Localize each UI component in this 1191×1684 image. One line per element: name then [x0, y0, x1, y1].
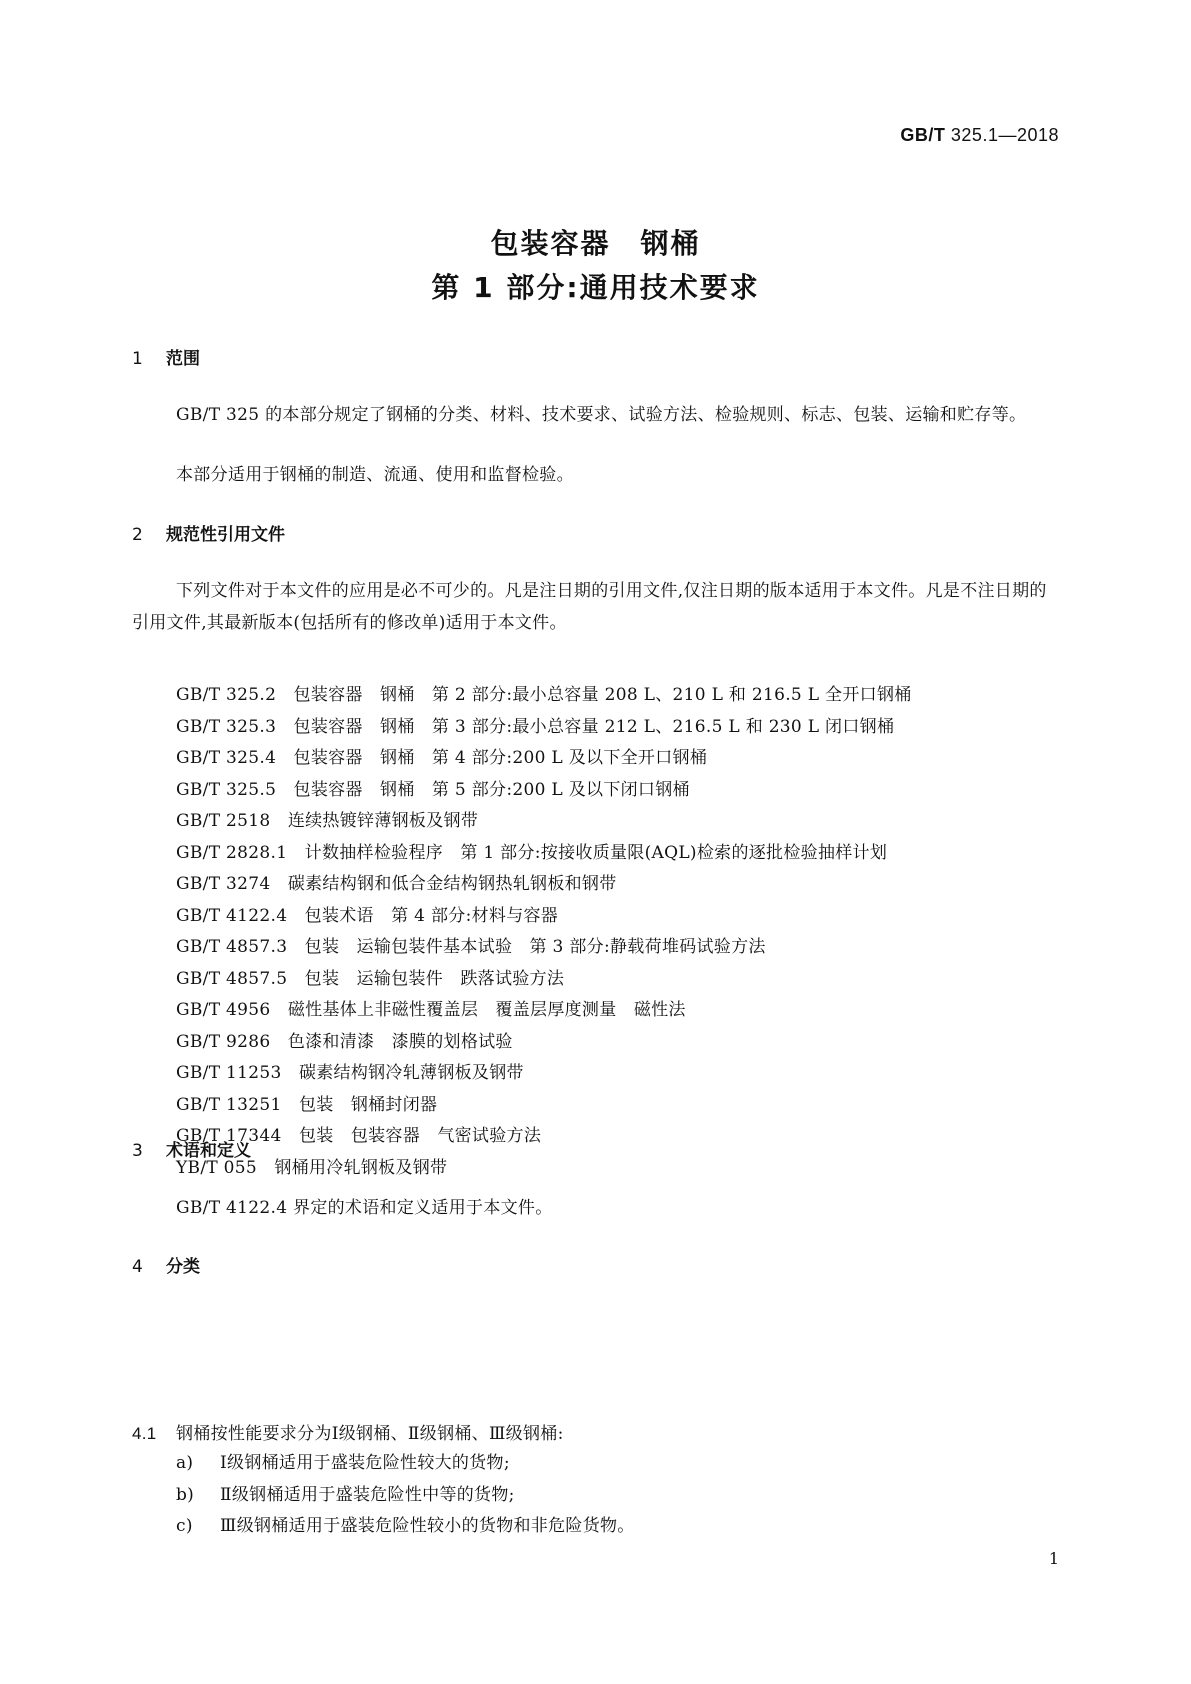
- reference-item: [176, 964, 912, 996]
- reference-title: 碳素结构钢冷轧薄钢板及钢带: [298, 1063, 524, 1083]
- section-4-heading: [132, 1252, 200, 1277]
- reference-item: [176, 1027, 912, 1059]
- reference-item: [176, 775, 912, 807]
- title-line-1: 包装容器 钢桶: [490, 227, 701, 260]
- standard-code: [900, 125, 1059, 146]
- document-title: [0, 222, 1191, 310]
- section-1-heading: [132, 344, 200, 369]
- reference-item: [176, 838, 912, 870]
- reference-code: GB/T 325.5: [176, 779, 277, 800]
- standard-code-number: 325.1—2018: [950, 125, 1059, 145]
- reference-title: 包装 包装容器 气密试验方法: [298, 1126, 542, 1146]
- reference-code: GB/T 325.4: [176, 748, 277, 768]
- reference-title: 色漆和清漆 漆膜的划格试验: [287, 1031, 513, 1052]
- title-line-2: 第 1 部分:通用技术要求: [431, 271, 760, 304]
- page-number: 1: [1048, 1549, 1059, 1568]
- reference-title: 包装容器 钢桶 第 2 部分:最小总容量 208 L、210 L 和 216.5 L 全开口钢桶: [293, 685, 912, 705]
- reference-item: [176, 712, 912, 744]
- reference-item: [176, 680, 912, 712]
- reference-code: GB/T 9286: [176, 1031, 271, 1052]
- reference-title: 包装 运输包装件 跌落试验方法: [304, 968, 565, 989]
- section-2-heading: [132, 520, 285, 545]
- section-title: 术语和定义: [166, 1141, 251, 1161]
- list-item-text: Ⅲ级钢桶适用于盛装危险性较小的货物和非危险货物。: [220, 1516, 635, 1536]
- list-item-label: c): [176, 1516, 193, 1536]
- section-number: 2: [132, 525, 143, 545]
- list-item-label: b): [176, 1484, 195, 1505]
- classification-list: [176, 1448, 635, 1543]
- reference-title: 钢桶用冷轧钢板及钢带: [274, 1157, 448, 1178]
- reference-item: [176, 869, 912, 901]
- section-title: 规范性引用文件: [166, 525, 285, 545]
- list-item: [176, 1448, 635, 1480]
- normative-refs-intro: 下列文件对于本文件的应用是必不可少的。凡是注日期的引用文件,仅注日期的版本适用于本文件。凡是不注日期的引用文件,其最新版本(包括所有的修改单)适用于本文件。: [132, 581, 1047, 633]
- reference-title: 包装容器 钢桶 第 3 部分:最小总容量 212 L、216.5 L 和 230 L 闭口钢桶: [293, 716, 895, 737]
- reference-title: 连续热镀锌薄钢板及钢带: [287, 811, 479, 831]
- reference-code: GB/T 2828.1: [176, 842, 288, 863]
- reference-code: GB/T 4956: [176, 1000, 271, 1020]
- section-title: 范围: [166, 349, 200, 369]
- reference-title: 包装容器 钢桶 第 4 部分:200 L 及以下全开口钢桶: [293, 748, 708, 768]
- section-number: 3: [132, 1141, 143, 1161]
- standard-code-prefix: GB/T: [900, 125, 946, 145]
- reference-title: 包装容器 钢桶 第 5 部分:200 L 及以下闭口钢桶: [293, 779, 690, 800]
- terms-paragraph: GB/T 4122.4 界定的术语和定义适用于本文件。: [176, 1198, 553, 1218]
- reference-code: GB/T 13251: [176, 1094, 282, 1115]
- reference-code: GB/T 11253: [176, 1063, 282, 1083]
- reference-item: [176, 1058, 912, 1090]
- reference-title: 计数抽样检验程序 第 1 部分:按接收质量限(AQL)检索的逐批检验抽样计划: [304, 842, 888, 863]
- reference-list: [176, 680, 912, 1184]
- reference-code: GB/T 2518: [176, 811, 271, 831]
- list-item-text: Ⅱ级钢桶适用于盛装危险性中等的货物;: [220, 1484, 515, 1505]
- reference-code: GB/T 17344: [176, 1126, 282, 1146]
- reference-code: GB/T 4857.5: [176, 968, 288, 989]
- reference-code: GB/T 325.2: [176, 685, 277, 705]
- list-item: [176, 1511, 635, 1543]
- reference-item: [176, 743, 912, 775]
- reference-item: [176, 1090, 912, 1122]
- scope-paragraph-2: 本部分适用于钢桶的制造、流通、使用和监督检验。: [176, 465, 574, 485]
- list-item-label: a): [176, 1453, 194, 1473]
- reference-item: [176, 901, 912, 933]
- reference-code: GB/T 4857.3: [176, 937, 288, 957]
- section-number: 1: [132, 349, 143, 369]
- reference-item: [176, 932, 912, 964]
- clause-number: 4.1: [132, 1424, 157, 1443]
- reference-title: 碳素结构钢和低合金结构钢热轧钢板和钢带: [287, 874, 617, 894]
- section-3-heading: [132, 1136, 251, 1161]
- reference-code: YB/T 055: [176, 1157, 258, 1178]
- reference-item: [176, 1153, 912, 1185]
- reference-code: GB/T 4122.4: [176, 905, 288, 926]
- reference-item: [176, 806, 912, 838]
- reference-title: 包装术语 第 4 部分:材料与容器: [304, 905, 559, 926]
- reference-code: GB/T 325.3: [176, 716, 277, 737]
- list-item: [176, 1480, 635, 1512]
- section-number: 4: [132, 1257, 143, 1277]
- reference-title: 磁性基体上非磁性覆盖层 覆盖层厚度测量 磁性法: [287, 1000, 686, 1020]
- list-item-text: Ⅰ级钢桶适用于盛装危险性较大的货物;: [220, 1453, 510, 1473]
- scope-paragraph-1: GB/T 325 的本部分规定了钢桶的分类、材料、技术要求、试验方法、检验规则、标志、包装、运输和贮存等。: [176, 405, 1027, 425]
- reference-item: [176, 995, 912, 1027]
- section-title: 分类: [166, 1257, 200, 1277]
- reference-title: 包装 运输包装件基本试验 第 3 部分:静载荷堆码试验方法: [304, 937, 766, 957]
- clause-4-1: [132, 1419, 564, 1444]
- reference-item: [176, 1121, 912, 1153]
- clause-text: 钢桶按性能要求分为Ⅰ级钢桶、Ⅱ级钢桶、Ⅲ级钢桶:: [176, 1424, 564, 1444]
- reference-code: GB/T 3274: [176, 874, 271, 894]
- reference-title: 包装 钢桶封闭器: [298, 1094, 438, 1115]
